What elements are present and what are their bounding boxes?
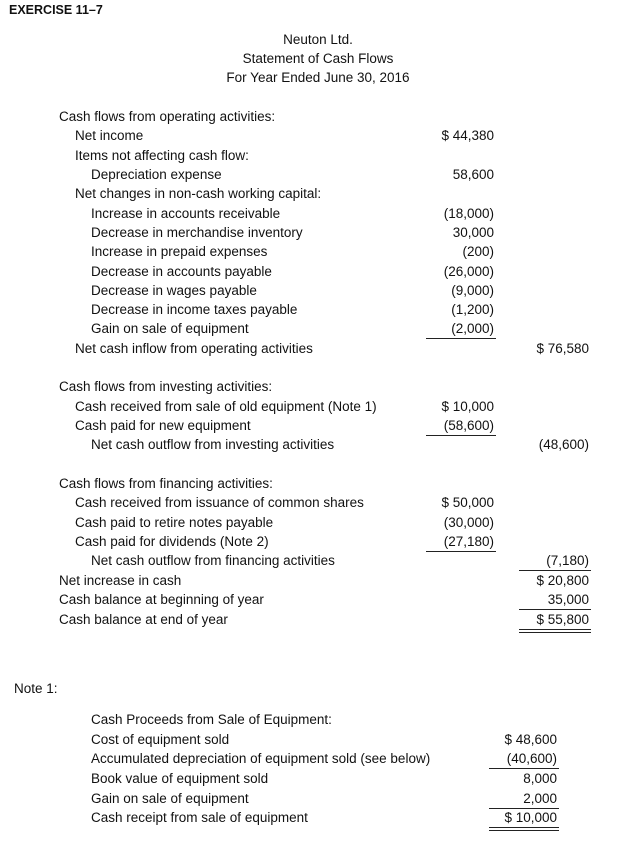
financing-total-label: Net cash outflow from financing activities bbox=[91, 553, 335, 568]
notes-payable-value: (30,000) bbox=[443, 515, 494, 530]
new-equipment-value: (58,600) bbox=[443, 418, 494, 433]
ending-balance-value: $ 55,800 bbox=[536, 612, 589, 627]
financing-total-rule bbox=[519, 570, 591, 571]
note1-heading: Cash Proceeds from Sale of Equipment: bbox=[91, 712, 332, 727]
operating-line-value: (9,000) bbox=[451, 283, 494, 298]
operating-line-label: Decrease in wages payable bbox=[91, 283, 257, 298]
cash-receipt-value: $ 10,000 bbox=[504, 810, 557, 825]
operating-line-label: Increase in prepaid expenses bbox=[91, 244, 268, 259]
note1-label: Note 1: bbox=[14, 681, 58, 696]
financing-subtotal-rule bbox=[426, 551, 496, 552]
investing-heading: Cash flows from investing activities: bbox=[59, 379, 273, 394]
statement-title: Statement of Cash Flows bbox=[242, 51, 394, 66]
exercise-title: EXERCISE 11–7 bbox=[9, 3, 103, 17]
accum-depreciation-value: (40,600) bbox=[506, 751, 557, 766]
gain-sale-label: Gain on sale of equipment bbox=[91, 791, 249, 806]
dividends-value: (27,180) bbox=[443, 534, 494, 549]
operating-line-value: (18,000) bbox=[443, 206, 494, 221]
net-income-label: Net income bbox=[75, 128, 144, 143]
beginning-balance-rule bbox=[519, 609, 591, 610]
working-capital-heading: Net changes in non-cash working capital: bbox=[75, 186, 322, 201]
operating-line-label: Decrease in accounts payable bbox=[91, 264, 272, 279]
statement-period: For Year Ended June 30, 2016 bbox=[226, 70, 410, 85]
cash-receipt-label: Cash receipt from sale of equipment bbox=[91, 810, 308, 825]
cost-equipment-value: $ 48,600 bbox=[504, 732, 557, 747]
operating-total-label: Net cash inflow from operating activities bbox=[75, 341, 313, 356]
accum-depreciation-label: Accumulated depreciation of equipment sold (see below) bbox=[91, 751, 431, 766]
operating-line-label: Decrease in income taxes payable bbox=[91, 302, 298, 317]
financing-heading: Cash flows from financing activities: bbox=[59, 476, 273, 491]
operating-line-value: (1,200) bbox=[451, 302, 494, 317]
operating-subtotal-rule bbox=[426, 338, 496, 339]
operating-line-label: Decrease in merchandise inventory bbox=[91, 225, 303, 240]
dividends-label: Cash paid for dividends (Note 2) bbox=[75, 534, 269, 549]
operating-line-value: (200) bbox=[462, 244, 494, 259]
common-shares-value: $ 50,000 bbox=[441, 495, 494, 510]
beginning-balance-label: Cash balance at beginning of year bbox=[59, 592, 264, 607]
company-name: Neuton Ltd. bbox=[283, 32, 353, 47]
investing-subtotal-rule bbox=[426, 435, 496, 436]
ending-balance-label: Cash balance at end of year bbox=[59, 612, 228, 627]
investing-total-label: Net cash outflow from investing activities bbox=[91, 437, 335, 452]
equipment-sale-value: $ 10,000 bbox=[441, 399, 494, 414]
book-value-value: 8,000 bbox=[523, 771, 557, 786]
operating-line-value: 30,000 bbox=[452, 225, 494, 240]
cost-equipment-label: Cost of equipment sold bbox=[91, 732, 230, 747]
investing-total-value: (48,600) bbox=[538, 437, 589, 452]
new-equipment-label: Cash paid for new equipment bbox=[75, 418, 251, 433]
operating-line-label: Gain on sale of equipment bbox=[91, 321, 249, 336]
ending-balance-double-rule bbox=[519, 629, 591, 633]
book-value-label: Book value of equipment sold bbox=[91, 771, 269, 786]
operating-heading: Cash flows from operating activities: bbox=[59, 109, 276, 124]
equipment-sale-label: Cash received from sale of old equipment (Note 1) bbox=[75, 399, 377, 414]
common-shares-label: Cash received from issuance of common shares bbox=[75, 495, 364, 510]
depreciation-value: 58,600 bbox=[452, 167, 494, 182]
financing-total-value: (7,180) bbox=[546, 553, 589, 568]
operating-line-label: Increase in accounts receivable bbox=[91, 206, 281, 221]
beginning-balance-value: 35,000 bbox=[547, 592, 589, 607]
accum-depreciation-rule bbox=[489, 768, 559, 769]
depreciation-label: Depreciation expense bbox=[91, 167, 222, 182]
items-not-affecting-label: Items not affecting cash flow: bbox=[75, 148, 249, 163]
operating-total-value: $ 76,580 bbox=[536, 341, 589, 356]
notes-payable-label: Cash paid to retire notes payable bbox=[75, 515, 274, 530]
operating-line-value: (2,000) bbox=[451, 321, 494, 336]
gain-sale-value: 2,000 bbox=[523, 791, 557, 806]
net-increase-label: Net increase in cash bbox=[59, 573, 182, 588]
cash-receipt-double-rule bbox=[489, 827, 559, 831]
operating-line-value: (26,000) bbox=[443, 264, 494, 279]
gain-sale-rule bbox=[489, 808, 559, 809]
net-income-value: $ 44,380 bbox=[441, 128, 494, 143]
net-increase-value: $ 20,800 bbox=[536, 573, 589, 588]
